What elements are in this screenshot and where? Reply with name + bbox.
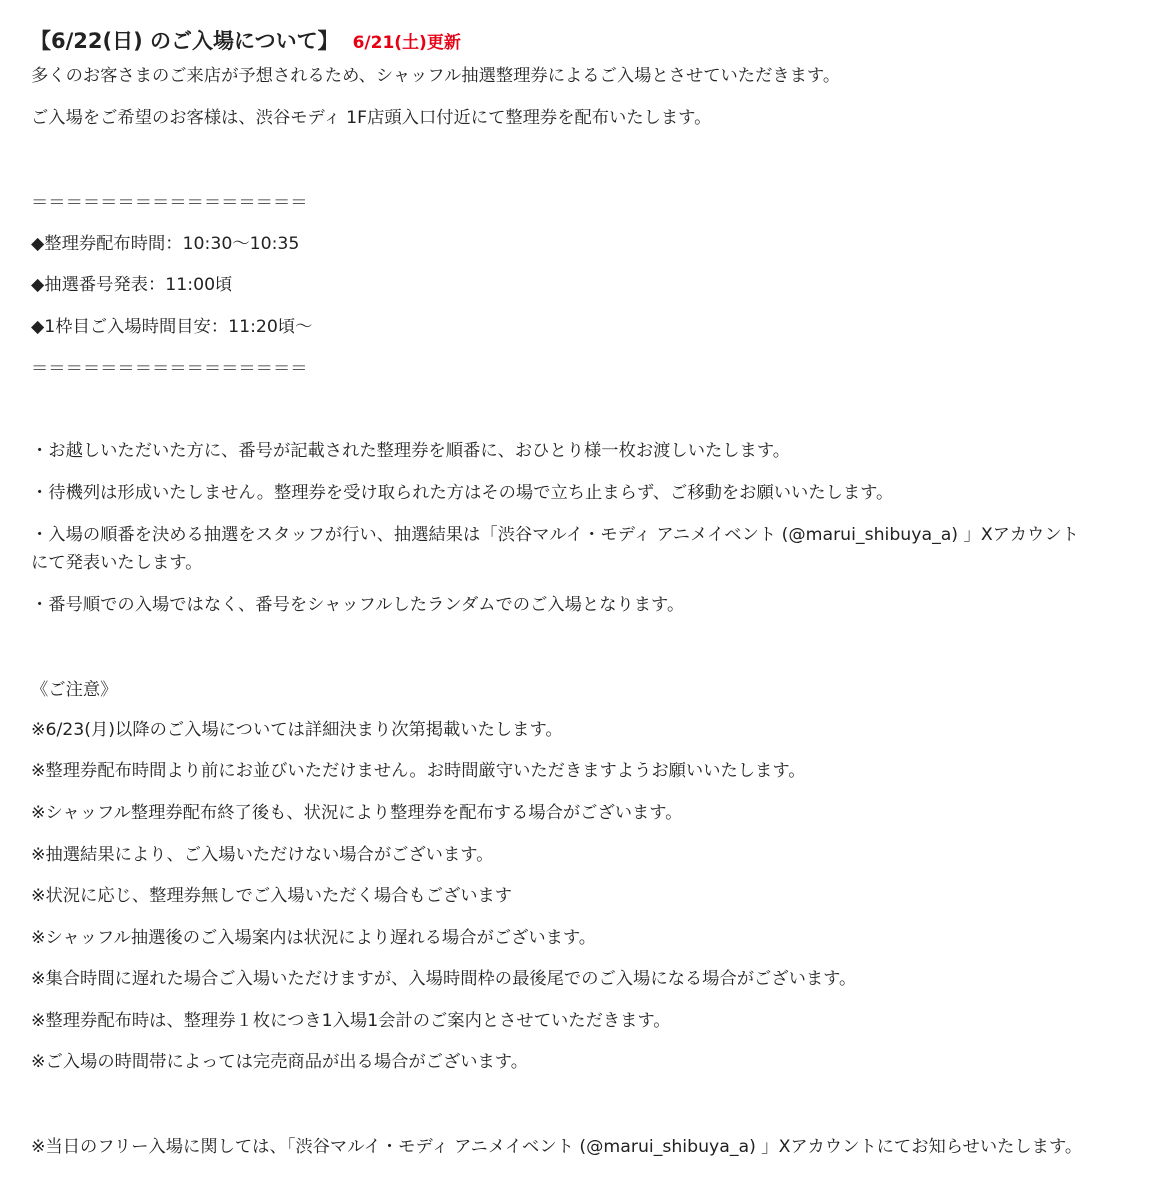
- intro-line-2: ご入場をご希望のお客様は、渋谷モディ 1F店頭入口付近にて整理券を配布いたします。: [31, 108, 712, 128]
- note-item-5: ※状況に応じ、整理券無しでご入場いただく場合もございます: [31, 886, 513, 906]
- procedure-item-2: ・待機列は形成いたしません。整理券を受け取られた方はその場で立ち止まらず、ご移動をお願いいたします。: [31, 483, 894, 503]
- note-item-8: ※整理券配布時は、整理券１枚につき1入場1会計のご案内とさせていただきます。: [31, 1011, 671, 1031]
- note-item-9: ※ご入場の時間帯によっては完売商品が出る場合がございます。: [31, 1052, 528, 1072]
- schedule-item-distribution-time: ◆整理券配布時間：10:30～10:35: [31, 234, 300, 254]
- procedure-item-3: ・入場の順番を決める抽選をスタッフが行い、抽選結果は「渋谷マルイ・モディ アニメイベント (@marui_shibuya_a) 」Xアカウントにて発表いたします。: [31, 525, 1079, 573]
- schedule-divider-bottom: ＝＝＝＝＝＝＝＝＝＝＝＝＝＝＝＝: [31, 359, 308, 379]
- note-item-2: ※整理券配布時間より前にお並びいただけません。お時間厳守いただきますようお願いいたします。: [31, 761, 806, 781]
- notice-title: 【6/22(日) のご入場について】: [30, 29, 339, 53]
- schedule-item-first-entry-time: ◆1枠目ご入場時間目安：11:20頃～: [31, 317, 313, 337]
- intro-line-1: 多くのお客さまのご来店が予想されるため、シャッフル抽選整理券によるご入場とさせていただきます。: [31, 66, 841, 86]
- procedure-item-4: ・番号順での入場ではなく、番号をシャッフルしたランダムでのご入場となります。: [31, 595, 685, 615]
- note-item-7: ※集合時間に遅れた場合ご入場いただけますが、入場時間枠の最後尾でのご入場になる場合がございます。: [31, 969, 857, 989]
- note-item-1: ※6/23(月)以降のご入場については詳細決まり次第掲載いたします。: [31, 720, 563, 740]
- schedule-divider-top: ＝＝＝＝＝＝＝＝＝＝＝＝＝＝＝＝: [31, 193, 308, 213]
- note-item-3: ※シャッフル整理券配布終了後も、状況により整理券を配布する場合がございます。: [31, 803, 683, 823]
- procedure-item-1: ・お越しいただいた方に、番号が記載された整理券を順番に、おひとり様一枚お渡しいたします。: [31, 441, 790, 461]
- notes-heading: 《ご注意》: [31, 680, 118, 700]
- note-item-4: ※抽選結果により、ご入場いただけない場合がございます。: [31, 845, 494, 865]
- update-date: 6/21(土)更新: [352, 33, 461, 53]
- note-item-6: ※シャッフル抽選後のご入場案内は状況により遅れる場合がございます。: [31, 928, 597, 948]
- schedule-item-lottery-announcement: ◆抽選番号発表：11:00頃: [31, 275, 233, 295]
- notice-heading: [30, 18, 461, 56]
- free-entry-notice: ※当日のフリー入場に関しては、「渋谷マルイ・モディ アニメイベント (@marui_shibuya_a) 」Xアカウントにてお知らせいたします。: [31, 1137, 1083, 1157]
